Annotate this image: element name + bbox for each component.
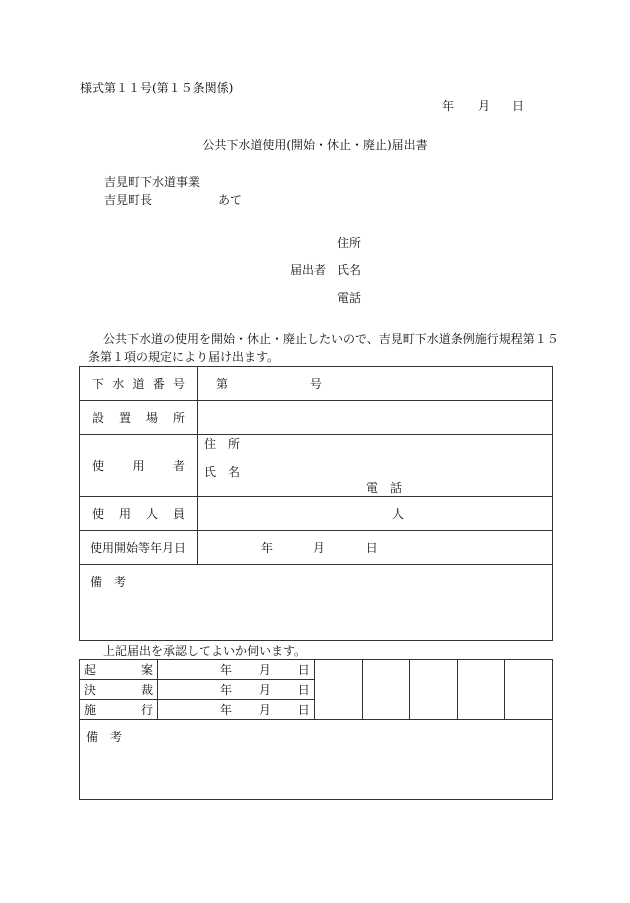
stamp-box-1[interactable] bbox=[315, 660, 363, 720]
user-address-label: 住 所 bbox=[204, 437, 241, 451]
remarks-label: 備 考 bbox=[90, 575, 127, 589]
enforce-month: 月 bbox=[258, 703, 271, 717]
date-year-label: 年 bbox=[442, 99, 455, 113]
approval-remarks-label: 備 考 bbox=[86, 730, 123, 744]
sewer-number-field[interactable] bbox=[198, 367, 553, 401]
applicant-address-label: 住所 bbox=[337, 236, 362, 250]
body-text-line1: 公共下水道の使用を開始・休止・廃止したいので、吉見町下水道条例施行規程第１５ bbox=[103, 332, 559, 346]
approval-note: 上記届出を承認してよいか伺います。 bbox=[103, 644, 307, 658]
sewer-number-prefix: 第 bbox=[216, 377, 229, 391]
persons-label: 使 bbox=[92, 507, 105, 521]
persons-unit: 人 bbox=[392, 507, 405, 521]
addressee-suffix: あて bbox=[218, 193, 243, 207]
user-name-label: 氏 名 bbox=[204, 465, 241, 479]
decision-day: 日 bbox=[297, 683, 310, 697]
row-start-date bbox=[80, 531, 553, 565]
draft-year: 年 bbox=[220, 663, 233, 677]
enforce-year: 年 bbox=[220, 703, 233, 717]
row-remarks bbox=[80, 565, 553, 641]
date-day-label: 日 bbox=[512, 99, 525, 113]
draft-day: 日 bbox=[297, 663, 310, 677]
body-text-line2: 条第１項の規定により届け出ます。 bbox=[88, 350, 280, 364]
stamp-box-3[interactable] bbox=[410, 660, 458, 720]
approval-row: 起 案 年 月 日 bbox=[80, 660, 553, 680]
row-location: 設 置 場 所 bbox=[80, 401, 553, 435]
applicant-phone-label: 電話 bbox=[337, 291, 362, 305]
row-persons: 使 用 人 員 人 bbox=[80, 497, 553, 531]
remarks-field[interactable] bbox=[80, 565, 553, 641]
approval-decision-date[interactable] bbox=[158, 680, 315, 700]
user-label: 使 bbox=[92, 459, 105, 473]
enforce-day: 日 bbox=[297, 703, 310, 717]
addressee-line1: 吉見町下水道事業 bbox=[104, 175, 201, 189]
row-sewer-number: 下 水 道 番 号 第 号 bbox=[80, 367, 553, 401]
approval-enforce-date[interactable] bbox=[158, 700, 315, 720]
form-number: 様式第１１号(第１５条関係) bbox=[80, 81, 234, 95]
start-date-day: 日 bbox=[365, 541, 378, 555]
approval-draft-date[interactable] bbox=[158, 660, 315, 680]
approval-decision-label: 決 bbox=[84, 683, 97, 697]
user-phone-label: 電 話 bbox=[366, 481, 403, 495]
approval-table bbox=[79, 659, 553, 800]
location-label: 設 bbox=[92, 411, 105, 425]
approval-row: 施 行 年 月 日 bbox=[80, 700, 553, 720]
date-month-label: 月 bbox=[478, 99, 491, 113]
approval-draft-label: 起 bbox=[84, 663, 97, 677]
applicant-name-label: 氏名 bbox=[337, 263, 362, 277]
approval-remarks-field[interactable] bbox=[80, 720, 553, 800]
user-field[interactable] bbox=[198, 435, 553, 497]
persons-field[interactable] bbox=[198, 497, 553, 531]
approval-row: 決 裁 年 月 日 bbox=[80, 680, 553, 700]
decision-year: 年 bbox=[220, 683, 233, 697]
stamp-box-2[interactable] bbox=[363, 660, 410, 720]
stamp-box-5[interactable] bbox=[505, 660, 553, 720]
location-field[interactable] bbox=[198, 401, 553, 435]
stamp-box-4[interactable] bbox=[458, 660, 505, 720]
decision-month: 月 bbox=[258, 683, 271, 697]
addressee-line2: 吉見町長 bbox=[104, 193, 153, 207]
start-date-year: 年 bbox=[261, 541, 274, 555]
row-user: 使 用 者 住 所 氏 名 電 話 bbox=[80, 435, 553, 497]
start-date-field[interactable] bbox=[198, 531, 553, 565]
approval-enforce-label: 施 bbox=[84, 703, 97, 717]
sewer-number-suffix: 号 bbox=[309, 377, 322, 391]
approval-remarks-row bbox=[80, 720, 553, 800]
start-date-label: 使用開始等年月日 bbox=[90, 541, 187, 555]
sewer-number-label: 下 bbox=[92, 377, 105, 391]
applicant-role-label: 届出者 bbox=[290, 263, 327, 277]
draft-month: 月 bbox=[258, 663, 271, 677]
main-form-table bbox=[79, 366, 553, 641]
start-date-month: 月 bbox=[312, 541, 325, 555]
document-title: 公共下水道使用(開始・休止・廃止)届出書 bbox=[202, 138, 428, 152]
